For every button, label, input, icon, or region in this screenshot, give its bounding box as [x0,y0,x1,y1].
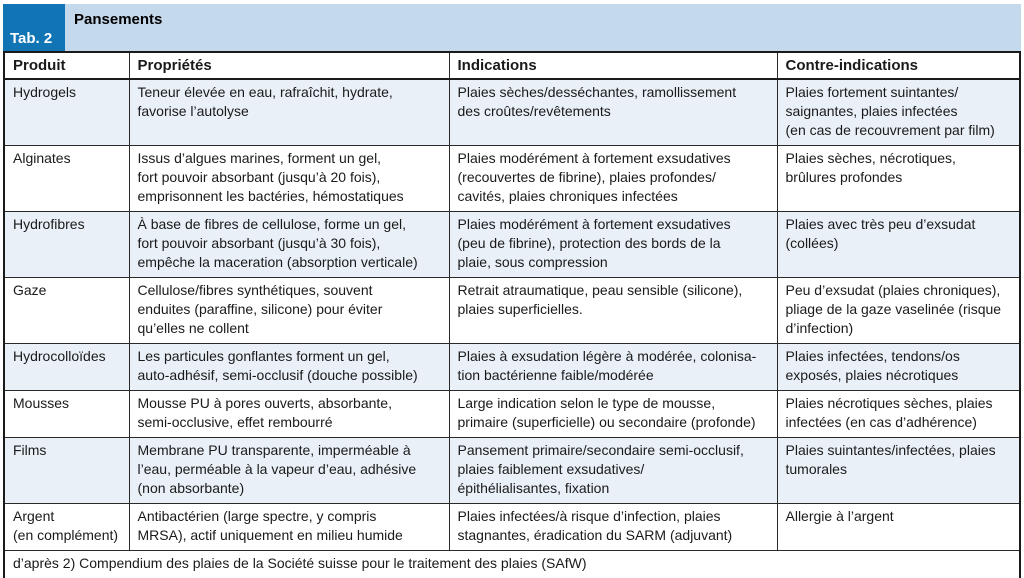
table-row [4,391,1020,438]
cell-indications: Pansement primaire/secondaire semi-occlusif, plaies faiblement exsudatives/ épithélialisantes, fixation [449,438,777,504]
cell-produit: Argent (en complément) [4,504,129,551]
cell-proprietes: À base de fibres de cellulose, forme un gel, fort pouvoir absorbant (jusqu’à 30 fois), empêche la maceration (absorption verticale) [129,212,449,278]
cell-proprietes: Cellulose/fibres synthétiques, souvent enduites (paraffine, silicone) pour éviter qu’elles ne collent [129,278,449,344]
cell-indications: Plaies à exsudation légère à modérée, colonisa- tion bactérienne faible/modérée [449,344,777,391]
table-row [4,504,1020,551]
footnote-row [4,551,1020,578]
table-row [4,344,1020,391]
cell-proprietes: Antibactérien (large spectre, y compris MRSA), actif uniquement en milieu humide [129,504,449,551]
cell-contre-indications: Plaies nécrotiques sèches, plaies infectées (en cas d’adhérence) [777,391,1020,438]
pansements-table [3,51,1021,578]
table-row [4,146,1020,212]
cell-indications: Large indication selon le type de mousse, primaire (superficielle) ou secondaire (profonde) [449,391,777,438]
header-row [4,52,1020,79]
cell-produit: Hydrofibres [4,212,129,278]
cell-proprietes: Mousse PU à pores ouverts, absorbante, semi-occlusive, effet rembourré [129,391,449,438]
cell-produit: Alginates [4,146,129,212]
cell-proprietes: Les particules gonflantes forment un gel, auto-adhésif, semi-occlusif (douche possible) [129,344,449,391]
cell-produit: Hydrogels [4,79,129,146]
cell-contre-indications: Plaies infectées, tendons/os exposés, plaies nécrotiques [777,344,1020,391]
table-footnote: d’après 2) Compendium des plaies de la Société suisse pour le traitement des plaies (SAfW) [4,551,1020,578]
cell-proprietes: Membrane PU transparente, imperméable à l’eau, perméable à la vapeur d’eau, adhésive (non absorbante) [129,438,449,504]
cell-contre-indications: Allergie à l’argent [777,504,1020,551]
table-row [4,79,1020,146]
cell-produit: Hydrocolloïdes [4,344,129,391]
cell-indications: Plaies modérément à fortement exsudatives (peu de fibrine), protection des bords de la plaie, sous compression [449,212,777,278]
cell-indications: Plaies infectées/à risque d’infection, plaies stagnantes, éradication du SARM (adjuvant) [449,504,777,551]
col-header-contre-indications: Contre-indications [777,52,1020,79]
cell-indications: Plaies modérément à fortement exsudatives (recouvertes de fibrine), plaies profondes/ cavités, plaies chroniques infectées [449,146,777,212]
cell-contre-indications: Plaies avec très peu d’exsudat (collées) [777,212,1020,278]
col-header-indications: Indications [449,52,777,79]
cell-proprietes: Issus d’algues marines, forment un gel, fort pouvoir absorbant (jusqu’à 20 fois), emprisonnent les bactéries, hémostatiques [129,146,449,212]
table-banner [3,4,1021,51]
cell-contre-indications: Plaies fortement suintantes/ saignantes, plaies infectées (en cas de recouvrement par film) [777,79,1020,146]
cell-contre-indications: Peu d’exsudat (plaies chroniques), pliage de la gaze vaselinée (risque d’infection) [777,278,1020,344]
table-row [4,278,1020,344]
cell-produit: Gaze [4,278,129,344]
table-number-badge: Tab. 2 [3,4,65,51]
col-header-produit: Produit [4,52,129,79]
table-title: Pansements [65,4,1021,51]
cell-contre-indications: Plaies sèches, nécrotiques, brûlures profondes [777,146,1020,212]
cell-contre-indications: Plaies suintantes/infectées, plaies tumorales [777,438,1020,504]
col-header-proprietes: Propriétés [129,52,449,79]
cell-proprietes: Teneur élevée en eau, rafraîchit, hydrate, favorise l’autolyse [129,79,449,146]
table-row [4,212,1020,278]
cell-indications: Retrait atraumatique, peau sensible (silicone), plaies superficielles. [449,278,777,344]
cell-produit: Films [4,438,129,504]
cell-indications: Plaies sèches/desséchantes, ramollissement des croûtes/revêtements [449,79,777,146]
table-row [4,438,1020,504]
cell-produit: Mousses [4,391,129,438]
